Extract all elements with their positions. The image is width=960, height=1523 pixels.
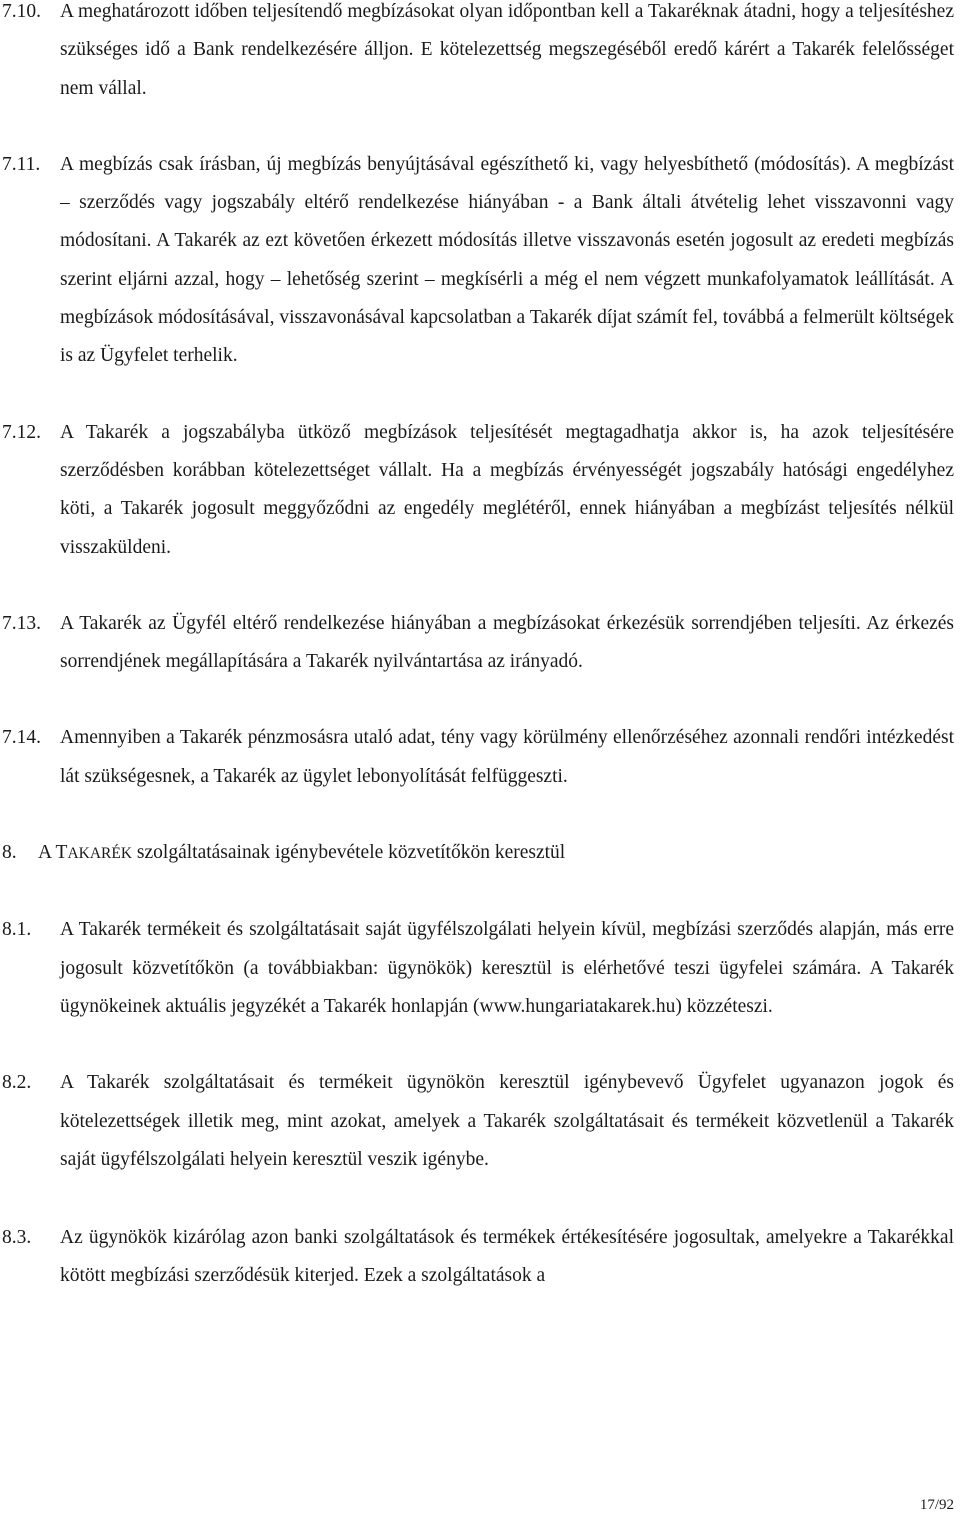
- section-7-10: [0, 0, 960, 108]
- heading-rest: szolgáltatásainak igénybevétele közvetítőkön keresztül: [132, 842, 566, 864]
- section-number: 8.2.: [2, 1072, 32, 1094]
- section-number: 7.13.: [2, 612, 41, 634]
- section-8-2: [0, 1064, 960, 1179]
- section-text: A Takarék az Ügyfél eltérő rendelkezése hiányában a megbízásokat érkezésük sorrendjében teljesíti. Az érkezés sorrendjének megállapítására a Takarék nyilvántartása az irányadó.: [60, 612, 954, 673]
- section-8-1: [0, 911, 960, 1026]
- section-text: Amennyiben a Takarék pénzmosásra utaló adat, tény vagy körülmény ellenőrzéséhez azonnali rendőri intézkedést lát szükségesnek, a Takarék az ügylet lebonyolítását felfüggeszti.: [60, 727, 954, 787]
- section-number: 8.3.: [2, 1227, 32, 1249]
- section-text: A Takarék szolgáltatásait és termékeit ügynökön keresztül igénybevevő Ügyfelet ugyanazon jogok és kötelezettségek illetik meg, mint azokat, amelyek a Takarék szolgáltatásait és termékeit közvetlenül a Takarék saját ügyfélszolgálati helyein keresztül veszik igénybe.: [60, 1072, 954, 1170]
- section-number: 7.14.: [2, 727, 41, 749]
- section-7-12: [0, 414, 960, 567]
- chapter-number: 8.: [2, 842, 17, 864]
- section-number: 7.11.: [2, 153, 41, 175]
- section-number: 7.10.: [2, 1, 41, 22]
- section-number: 8.1.: [2, 919, 32, 941]
- section-number: 7.12.: [2, 421, 41, 443]
- heading-prefix: A T: [38, 842, 68, 864]
- section-7-13: [0, 605, 960, 682]
- section-text: A Takarék termékeit és szolgáltatásait saját ügyfélszolgálati helyein kívül, megbízási szerződés alapján, más erre jogosult közvetítőkön (a továbbiakban: ügynökök) keresztül is elérhetővé teszi ügyfelei számára. A Takarék ügynökeinek aktuális jegyzékét a Takarék honlapján (www.hungariatakarek.hu) közzéteszi.: [60, 919, 954, 1017]
- section-8-3: [0, 1219, 960, 1296]
- chapter-8-heading: [0, 834, 960, 873]
- section-text: A megbízás csak írásban, új megbízás benyújtásával egészíthető ki, vagy helyesbíthető (módosítás). A megbízást – szerződés vagy jogszabály eltérő rendelkezése hiányában - a Bank általi átvételig lehet visszavonni vagy módosítani. A Takarék az ezt követően érkezett módosítás illetve visszavonás esetén jogosult az eredeti megbízás szerint eljárni azzal, hogy – lehetőség szerint – megkísérli a még el nem végzett munkafolyamatok leállítását. A megbízások módosításával, visszavonásával kapcsolatban a Takarék díjat számít fel, továbbá a felmerült költségek is az Ügyfelet terhelik.: [60, 153, 954, 367]
- page-number: 17/92: [919, 1497, 954, 1513]
- section-7-14: [0, 719, 960, 796]
- section-text: A Takarék a jogszabályba ütköző megbízások teljesítését megtagadhatja akkor is, ha azok teljesítésére szerződésben korábban kötelezettséget vállalt. Ha a megbízás érvényességét jogszabály hatósági engedélyhez köti, a Takarék jogosult meggyőződni az engedély meglétéről, ennek hiányában a megbízást teljesítés nélkül visszaküldeni.: [60, 421, 954, 558]
- section-text: Az ügynökök kizárólag azon banki szolgáltatások és termékek értékesítésére jogosultak, amelyekre a Takarékkal kötött megbízási szerződésük kiterjed. Ezek a szolgáltatások a: [60, 1227, 954, 1287]
- heading-smallcaps: AKARÉK: [67, 845, 133, 863]
- section-7-11: [0, 146, 960, 376]
- section-text: A meghatározott időben teljesítendő megbízásokat olyan időpontban kell a Takaréknak átadni, hogy a teljesítéshez szükséges idő a Bank rendelkezésére álljon. E kötelezettség megszegéséből eredő kárért a Takarék felelősséget nem vállal.: [60, 1, 954, 99]
